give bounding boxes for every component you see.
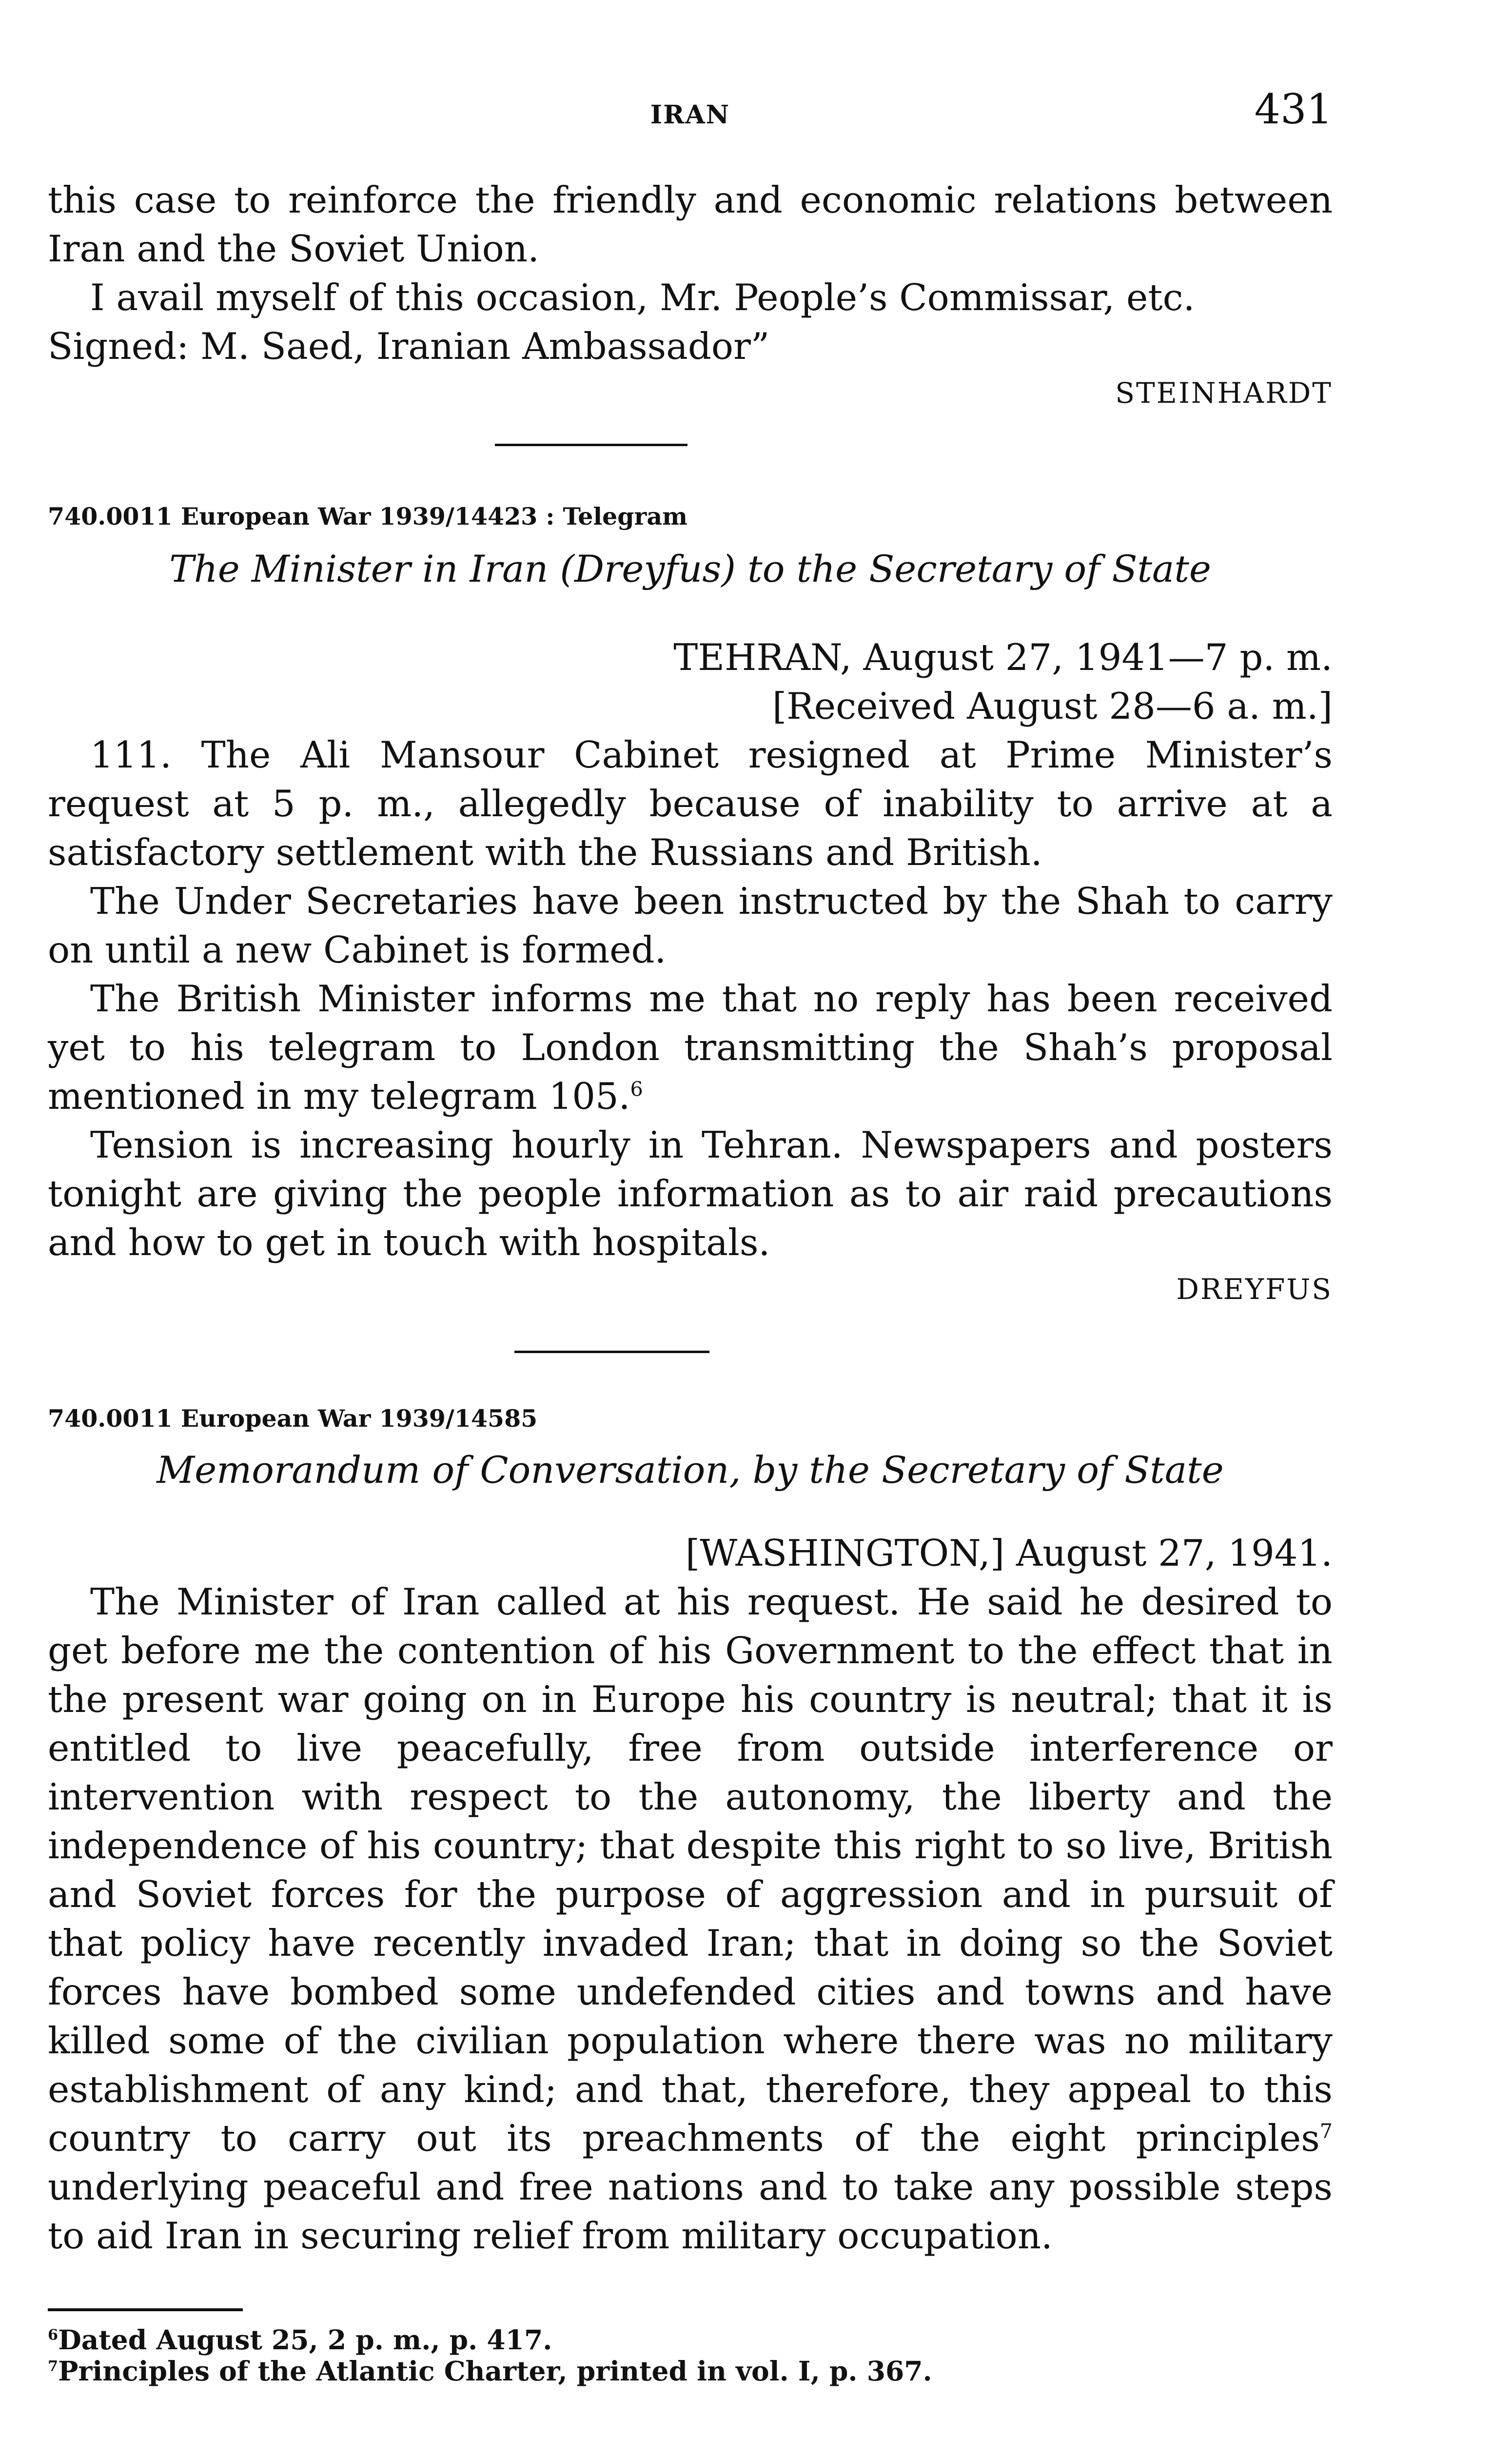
memorandum-paragraph [48, 1577, 1333, 2260]
telegram-section [48, 633, 1333, 1309]
running-head: IRAN [650, 100, 730, 130]
footnote-divider [48, 2308, 243, 2311]
dateline: TEHRAN, August 27, 1941—7 p. m. [673, 636, 1333, 679]
paragraph-text: The British Minister informs me that no reply has been received yet to his telegram to London transmitting the Shah’s proposal mentioned in my telegram 105. [48, 977, 1333, 1118]
telegram-paragraph: 111. The Ali Mansour Cabinet resigned at Prime Minister’s request at 5 p. m., allegedly because of inability to arrive at a satisfactory settlement with the Russians and British. [48, 733, 1333, 874]
received-line: [Received August 28—6 a. m.] [772, 685, 1333, 727]
signature-dreyfus: DREYFUS [1176, 1273, 1333, 1306]
file-reference: 740.0011 European War 1939/14585 [48, 1404, 538, 1433]
footnote-marker: 6 [48, 2326, 59, 2344]
paragraph-text: underlying peaceful and free nations and to take any possible steps to aid Iran in securing relief from military occupation. [48, 2165, 1333, 2257]
section-divider [514, 1351, 709, 1353]
document-title: The Minister in Iran (Dreyfus) to the Secretary of State [169, 547, 1211, 590]
continuation-paragraph: this case to reinforce the friendly and economic relations between Iran and the Soviet Union. [48, 178, 1333, 270]
document-title: Memorandum of Conversation, by the Secretary of State [157, 1448, 1224, 1492]
footnote-text: Dated August 25, 2 p. m., p. 417. [58, 2324, 552, 2356]
footnote-reference: 6 [630, 1078, 643, 1101]
telegram-paragraph: Tension is increasing hourly in Tehran. Newspapers and posters tonight are giving the people information as to air raid precautions and how to get in touch with hospitals. [48, 1123, 1333, 1264]
telegram-paragraph [48, 974, 1333, 1121]
continuation-section [48, 176, 1333, 413]
file-reference: 740.0011 European War 1939/14423 : Telegram [48, 502, 687, 531]
closing-paragraph: I avail myself of this occasion, Mr. People’s Commissar, etc. [90, 276, 1195, 319]
section-divider [495, 444, 687, 446]
telegram-paragraph: The Under Secretaries have been instructed by the Shah to carry on until a new Cabinet is formed. [48, 880, 1333, 971]
page-header [48, 85, 1333, 139]
footnote-text: Principles of the Atlantic Charter, printed in vol. I, p. 367. [58, 2355, 932, 2387]
page-number: 431 [1254, 85, 1333, 133]
paragraph-text: The Minister of Iran called at his request. He said he desired to get before me the contention of his Government to the effect that in the present war going on in Europe his country is neutral; that it is entitled to live peacefully, free from outside interference or intervention with respect to the autonomy, the liberty and the independence of his country; that despite this right to so live, British and Soviet forces for the purpose of aggression and in pursuit of that policy have recently invaded Iran; that in doing so the Soviet forces have bombed some undefended cities and towns and have killed some of the civilian population where there was no military establishment of any kind; and that, therefore, they appeal to this country to carry out its preachments of the eight principles [48, 1580, 1333, 2160]
dateline: [WASHINGTON,] August 27, 1941. [685, 1532, 1333, 1574]
footnote [48, 2356, 1333, 2387]
footnote-marker: 7 [48, 2358, 59, 2375]
signature-steinhardt: STEINHARDT [1115, 376, 1333, 410]
memorandum-section [48, 1529, 1333, 2260]
signed-line: Signed: M. Saed, Iranian Ambassador” [48, 325, 770, 368]
footnote-reference: 7 [1319, 2120, 1333, 2143]
footnote [48, 2324, 1333, 2356]
footnotes [48, 2324, 1333, 2387]
